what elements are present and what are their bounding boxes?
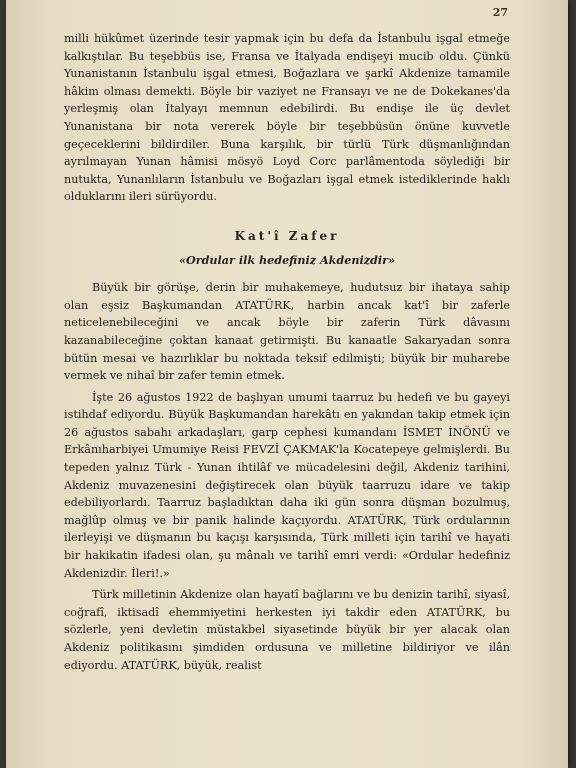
page-text — [64, 30, 510, 678]
section-subtitle: «Ordular ilk hedefiniz Akdenizdir» — [178, 252, 396, 267]
book-page — [6, 0, 568, 768]
section-title: Kat'î Zafer — [234, 228, 340, 243]
paragraph-body-3: Türk milletinin Akdenize olan hayatî bağlarını ve bu denizin tarihî, siyasî, coğrafî, iktisadî ehemmiyetini herkesten iyi takdir eden ATATÜRK, bu sözlerle, yeni devletin müstakbel siyasetinde büyük bir yer alacak olan Akdeniz politikasını şimdiden ordusuna ve milletine bildiriyor ve ilân ediyordu. ATATÜRK, büyük, realist — [64, 588, 510, 672]
paragraph-top: milli hükûmet üzerinde tesir yapmak için bu defa da İstanbulu işgal etmeğe kalkıştılar. Bu teşebbüs ise, Fransa ve İtalyada endişeyi mucib oldu. Çünkü Yunanistanın İstanbulu işgal etmesi, Boğazlara ve şarkî Akdenize tamamile hâkim olması demekti. Böyle bir vaziyet ne Fransayı ve ne de Dokekanes'da yerleşmiş olan İtalyayı memnun edebilirdi. Bu endişe ile üç devlet Yunanistana bir nota vererek böyle bir teşebbüsün önüne kuvvetle geçeceklerini bildirdiler. Buna karşılık, bir türlü Türk düşmanlığından ayrılmayan Yunan hâmisi mösyö Loyd Corc parlâmentoda söylediği bir nutukta, Yunanlıların İstanbulu ve Boğazları işgal etmek istediklerinde haklı olduklarını ileri sürüyordu. — [64, 32, 510, 204]
paragraph-body-2: İşte 26 ağustos 1922 de başlıyan umumi taarruz bu hedefi ve bu gayeyi istihdaf ediyordu. Büyük Başkumandan harekâtı en yakından takip etmek için 26 ağustos sabahı arkadaşları, garp cephesi kumandanı İSMET İNÖNÜ ve Erkânıharbiyei Umumiye Reisi FEVZİ ÇAKMAK'la Kocatepeye gelmişlerdi. Bu tepeden yalnız Türk - Yunan ihtilâf ve mücadelesini değil, Akdeniz tarihini, Akdeniz muvazenesini değiştirecek olan büyük taarruzu idare ve takip edebiliyorlardı. Taarruz başladıktan daha iki gün sonra düşman bozulmuş, mağlûp olmuş ve bir panik halinde kaçıyordu. ATATÜRK, Türk ordularının ilerleyişi ve düşmanın bu kaçışı karşısında, Türk milleti için tarihî ve hayati bir hakikatin ifadesi olan, şu mânalı ve tarihî emri verdi: «Ordular hedefiniz Akdenizdir. İleri!.» — [64, 390, 510, 580]
paragraph-body-1: Büyük bir görüşe, derin bir muhakemeye, hudutsuz bir ihataya sahip olan eşsiz Başkumandan ATATÜRK, harbin ancak kat'î bir zaferle neticelenebileceğini ve ancak böyle bir zaferin Türk dâvasını kazanabileceğine çoktan kanaat getirmişti. Bu kanaatle Sakaryadan sonra bütün mesai ve hazırlıklar bu noktada teksif edilmişti; büyük bir muharebe vermek ve nihaî bir zafer temin etmek. — [64, 281, 510, 383]
page-number: 27 — [492, 6, 508, 19]
